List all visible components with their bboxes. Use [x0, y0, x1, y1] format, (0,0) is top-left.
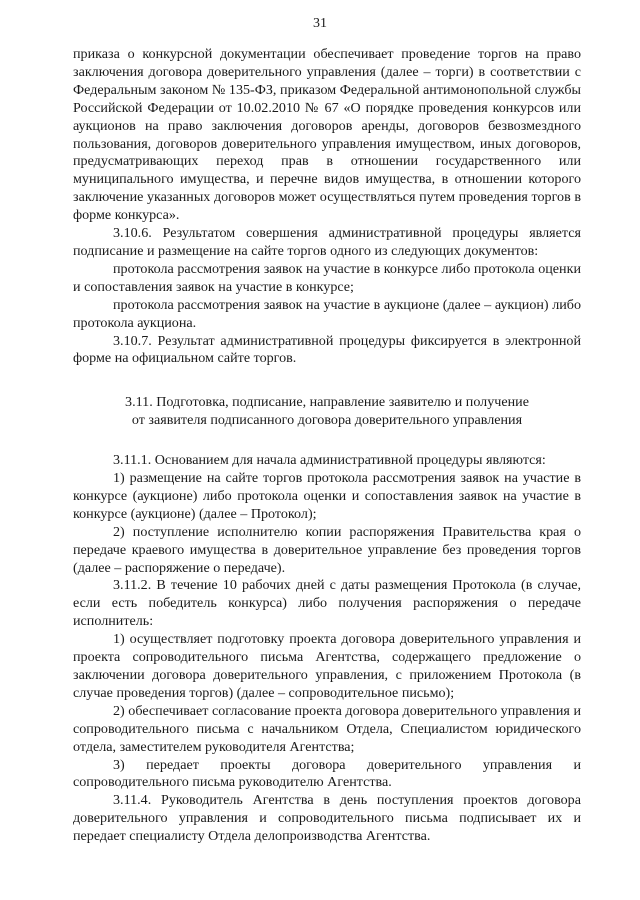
paragraph: 2) обеспечивает согласование проекта договора доверительного управления и сопроводительного письма с начальником Отдела, Специалистом юридического отдела, заместителем руководителя Агентства;: [73, 702, 581, 755]
paragraph: 3.11.2. В течение 10 рабочих дней с даты размещения Протокола (в случае, если есть победитель конкурса) либо получения распоряжения о передаче исполнитель:: [73, 577, 581, 630]
page-number: 31: [313, 16, 327, 31]
paragraph: 3) передает проекты договора доверительного управления и сопроводительного письма руководителю Агентства.: [73, 756, 581, 791]
paragraph: 3.10.6. Результатом совершения административной процедуры является подписание и размещение на сайте торгов одного из следующих документов:: [73, 225, 581, 259]
paragraph: приказа о конкурсной документации обеспечивает проведение торгов на право заключения договора доверительного управления (далее – торги) в соответствии с Федеральным законом № 135-ФЗ, приказом Федеральной антимонопольной службы Российской Федерации от 10.02.2010 № 67 «О порядке проведения конкурсов или аукционов на право заключения договоров аренды, договоров безвозмездного пользования, договоров доверительного управления имуществом, иных договоров, предусматривающих переход прав в отношении государственного или муниципального имущества, и перечне видов имущества, в отношении которого заключение указанных договоров может осуществляться путем проведения торгов в форме конкурса».: [73, 46, 581, 224]
paragraph: протокола рассмотрения заявок на участие в конкурсе либо протокола оценки и сопоставления заявок на участие в конкурсе;: [73, 260, 581, 295]
paragraph: 1) размещение на сайте торгов протокола рассмотрения заявок на участие в конкурсе (аукционе) либо протокола оценки и сопоставления заявок на участие в конкурсе (аукционе) (далее – Протокол);: [73, 470, 581, 522]
section-heading: от заявителя подписанного договора доверительного управления: [131, 412, 523, 429]
section-heading: 3.11. Подготовка, подписание, направление заявителю и получение: [125, 394, 529, 411]
paragraph: протокола рассмотрения заявок на участие в аукционе (далее – аукцион) либо протокола аукциона.: [73, 296, 581, 331]
paragraph: 3.11.4. Руководитель Агентства в день поступления проектов договора доверительного управления и сопроводительного письма подписывает их и передает специалисту Отдела делопроизводства Агентства.: [73, 792, 581, 845]
document-body: [73, 46, 581, 846]
paragraph: 3.11.1. Основанием для начала административной процедуры являются:: [113, 452, 546, 469]
paragraph: 3.10.7. Результат административной процедуры фиксируется в электронной форме на официальном сайте торгов.: [73, 332, 581, 367]
paragraph: 2) поступление исполнителю копии распоряжения Правительства края о передаче краевого имущества в доверительное управление без проведения торгов (далее – распоряжение о передаче).: [73, 523, 581, 576]
spacer: [73, 430, 581, 452]
spacer: [73, 368, 581, 394]
paragraph: 1) осуществляет подготовку проекта договора доверительного управления и проекта сопроводительного письма Агентства, содержащего предложение о заключении договора доверительного управления, с приложением Протокола (в случае проведения торгов) (далее – сопроводительное письмо);: [73, 631, 581, 701]
